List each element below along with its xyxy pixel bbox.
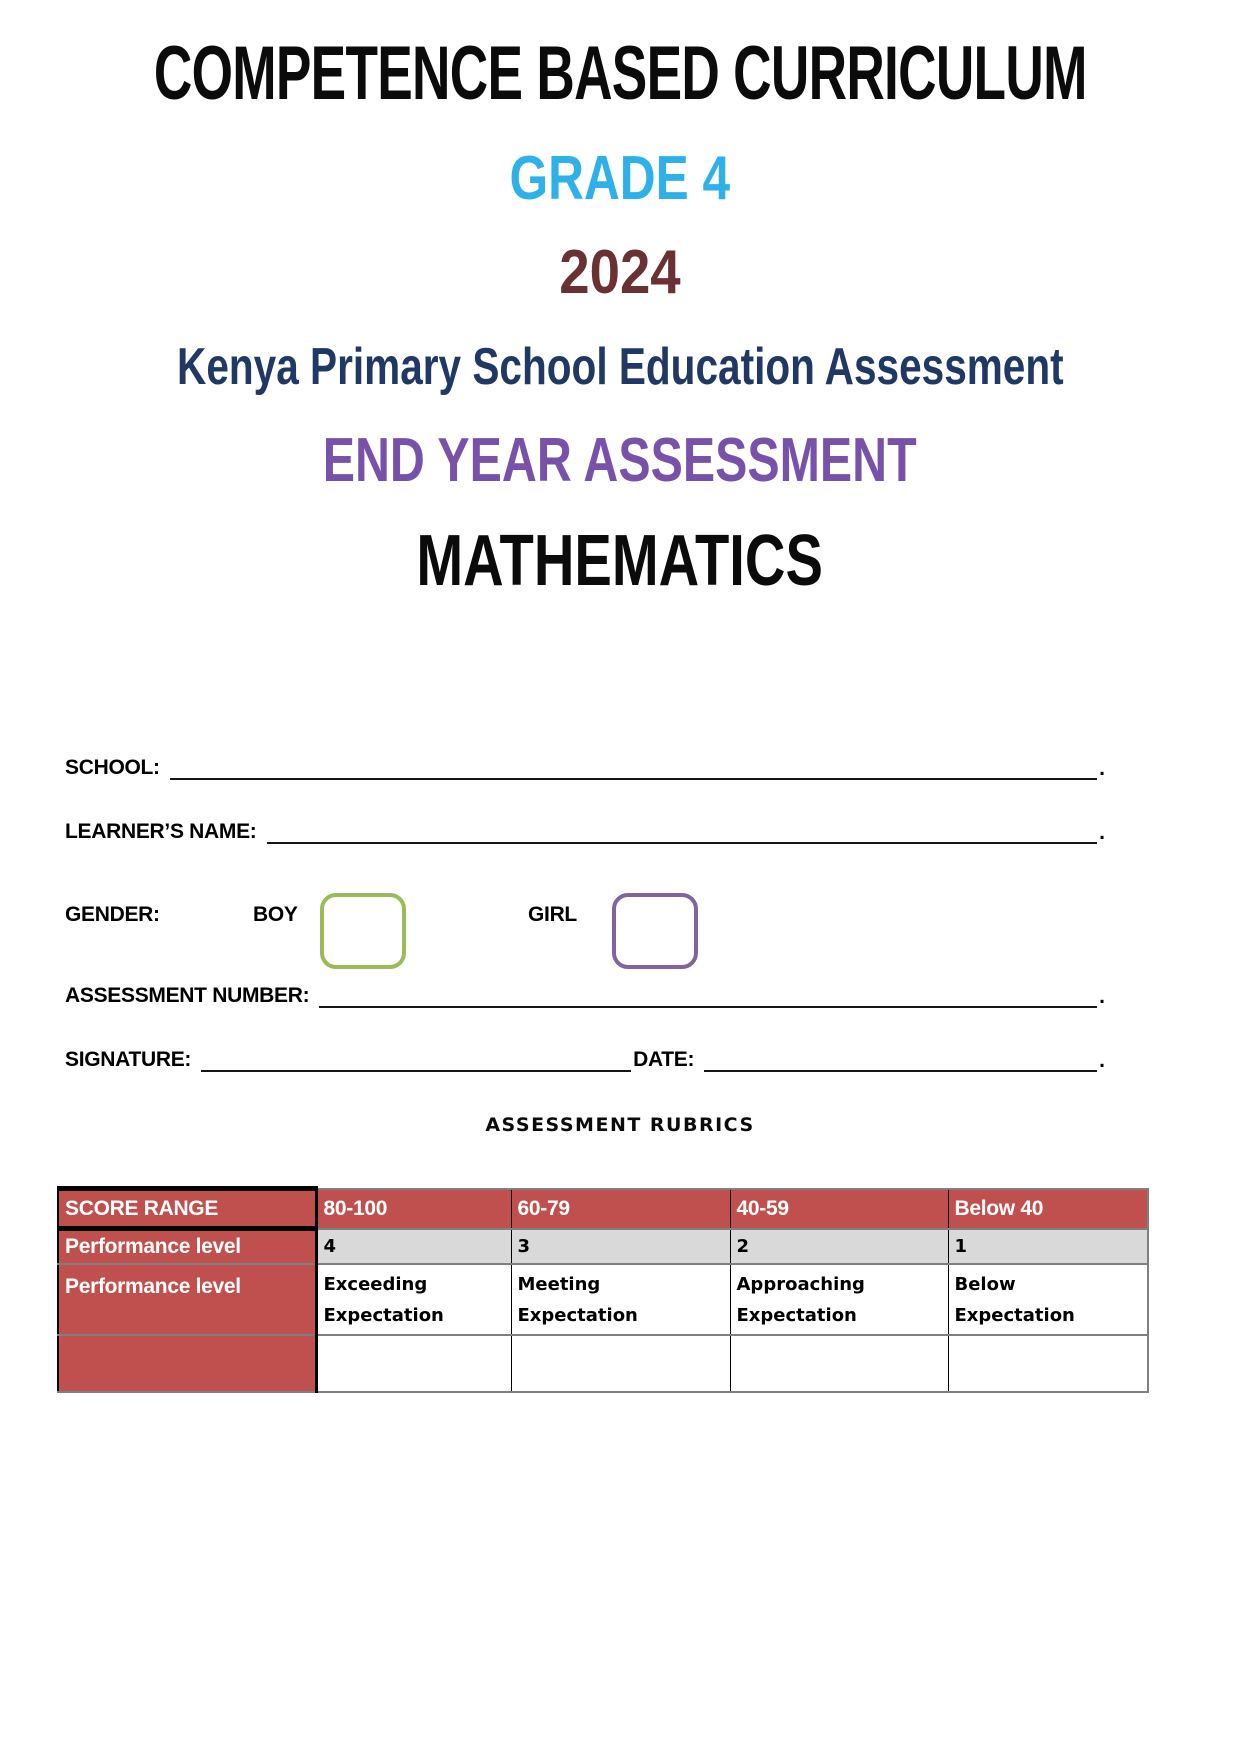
learner-name-label: LEARNER’S NAME: bbox=[65, 819, 257, 843]
rubric-cell: 40-59 bbox=[730, 1189, 948, 1229]
rubric-cell: Below 40 bbox=[948, 1189, 1148, 1229]
line-end-period: . bbox=[1099, 756, 1105, 780]
learner-name-fill-line[interactable] bbox=[267, 816, 1098, 844]
rubric-cell: 3 bbox=[511, 1229, 730, 1264]
grade-heading bbox=[0, 146, 1240, 211]
table-row-score-range bbox=[58, 1189, 1148, 1229]
table-row-empty bbox=[58, 1335, 1148, 1392]
assessment-type-heading-text: END YEAR ASSESSMENT bbox=[323, 426, 917, 495]
page-title bbox=[0, 31, 1240, 116]
date-label: DATE: bbox=[633, 1047, 695, 1071]
rubric-cell: Approaching Expectation bbox=[730, 1264, 948, 1335]
rubric-cell bbox=[316, 1335, 511, 1392]
rubric-row-label: Performance level bbox=[58, 1229, 316, 1264]
page-title-text: COMPETENCE BASED CURRICULUM bbox=[153, 31, 1087, 116]
rubrics-table bbox=[57, 1186, 1149, 1393]
learner-name-field-row bbox=[65, 816, 1105, 844]
subject-heading bbox=[0, 521, 1240, 601]
assessment-type-heading bbox=[0, 428, 1240, 493]
organization-heading bbox=[0, 340, 1240, 395]
gender-label: GENDER: bbox=[65, 903, 160, 926]
rubric-row-label: SCORE RANGE bbox=[58, 1189, 316, 1229]
rubric-row-label: Performance level bbox=[58, 1264, 316, 1335]
rubric-cell: 60-79 bbox=[511, 1189, 730, 1229]
boy-label: BOY bbox=[253, 903, 298, 926]
assessment-number-fill-line[interactable] bbox=[319, 980, 1097, 1008]
rubric-cell: Exceeding Expectation bbox=[316, 1264, 511, 1335]
table-row-performance-descriptor bbox=[58, 1264, 1148, 1335]
subject-heading-text: MATHEMATICS bbox=[416, 521, 824, 601]
rubric-cell bbox=[948, 1335, 1148, 1392]
school-field-row bbox=[65, 752, 1105, 780]
rubric-row-label bbox=[58, 1335, 316, 1392]
girl-checkbox[interactable] bbox=[612, 893, 698, 969]
date-fill-line[interactable] bbox=[704, 1044, 1097, 1072]
rubric-cell bbox=[730, 1335, 948, 1392]
assessment-number-label: ASSESSMENT NUMBER: bbox=[65, 983, 310, 1007]
rubric-cell: Meeting Expectation bbox=[511, 1264, 730, 1335]
line-end-period: . bbox=[1099, 1048, 1105, 1072]
boy-checkbox[interactable] bbox=[320, 893, 406, 969]
rubric-cell: 80-100 bbox=[316, 1189, 511, 1229]
line-end-period: . bbox=[1099, 984, 1105, 1008]
line-end-period: . bbox=[1099, 820, 1105, 844]
rubric-cell: Below Expectation bbox=[948, 1264, 1148, 1335]
year-heading-text: 2024 bbox=[559, 238, 681, 307]
gender-field-row bbox=[65, 893, 1105, 979]
school-fill-line[interactable] bbox=[170, 752, 1097, 780]
assessment-number-field-row bbox=[65, 980, 1105, 1008]
rubrics-heading: ASSESSMENT RUBRICS bbox=[485, 1114, 755, 1136]
year-heading bbox=[0, 240, 1240, 305]
organization-heading-text: Kenya Primary School Education Assessment bbox=[176, 338, 1064, 396]
school-label: SCHOOL: bbox=[65, 755, 160, 779]
rubric-cell bbox=[511, 1335, 730, 1392]
rubric-cell: 4 bbox=[316, 1229, 511, 1264]
grade-heading-text: GRADE 4 bbox=[509, 144, 731, 213]
rubric-cell: 1 bbox=[948, 1229, 1148, 1264]
signature-fill-line[interactable] bbox=[201, 1044, 631, 1072]
rubric-cell: 2 bbox=[730, 1229, 948, 1264]
signature-label: SIGNATURE: bbox=[65, 1047, 192, 1071]
table-row-performance-level bbox=[58, 1229, 1148, 1264]
signature-date-field-row bbox=[65, 1044, 1105, 1072]
girl-label: GIRL bbox=[528, 903, 577, 926]
